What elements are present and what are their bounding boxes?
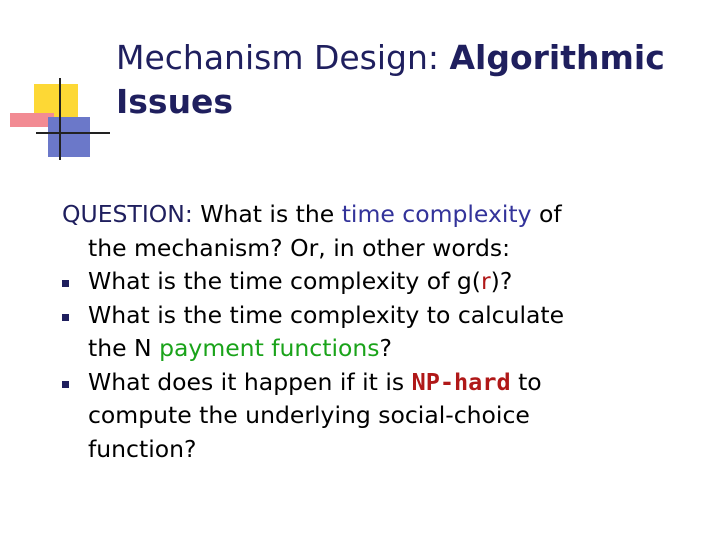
- square-bullet-icon: [62, 314, 69, 321]
- question-text-c: of: [531, 200, 562, 228]
- decor-blue-square: [48, 117, 90, 157]
- question-line: [62, 198, 702, 232]
- title-part-1: Mechanism Design:: [116, 38, 450, 77]
- title-part-2: Algorithmic: [449, 38, 665, 77]
- question-text-a: What is the: [192, 200, 342, 228]
- question-line-2: the mechanism? Or, in other words:: [88, 233, 511, 262]
- slide-body: [62, 198, 702, 466]
- bullet1-text-a: What is the time complexity of g(: [88, 267, 481, 295]
- bullet3-text-a: What does it happen if it is: [88, 367, 412, 396]
- bullet2-text-c: ?: [379, 334, 392, 362]
- bullet-item-3: [62, 366, 702, 400]
- decor-red-bar: [10, 113, 54, 127]
- slide-corner-decoration: [0, 0, 110, 170]
- bullet2-text-a: the N: [88, 334, 160, 362]
- square-bullet-icon: [62, 381, 69, 388]
- title-part-3: Issues: [116, 82, 234, 121]
- bullet3-line-2: compute the underlying social-choice: [88, 401, 530, 429]
- question-label: QUESTION:: [62, 200, 193, 228]
- question-highlight: time complexity: [341, 200, 532, 228]
- bullet3-highlight: NP-hard: [411, 367, 511, 396]
- bullet-item-1: [62, 265, 702, 299]
- bullet1-highlight: r: [480, 267, 491, 295]
- slide-title: [116, 36, 706, 124]
- bullet2-highlight: payment functions: [159, 334, 380, 362]
- bullet2-line-2: [62, 332, 702, 366]
- bullet3-text-c: to: [510, 367, 542, 396]
- bullet1-text-c: )?: [490, 267, 513, 295]
- bullet3-line-3: function?: [88, 434, 197, 463]
- bullet2-line-1: What is the time complexity to calculate: [88, 300, 565, 329]
- bullet-item-2: [62, 299, 702, 333]
- square-bullet-icon: [62, 280, 69, 287]
